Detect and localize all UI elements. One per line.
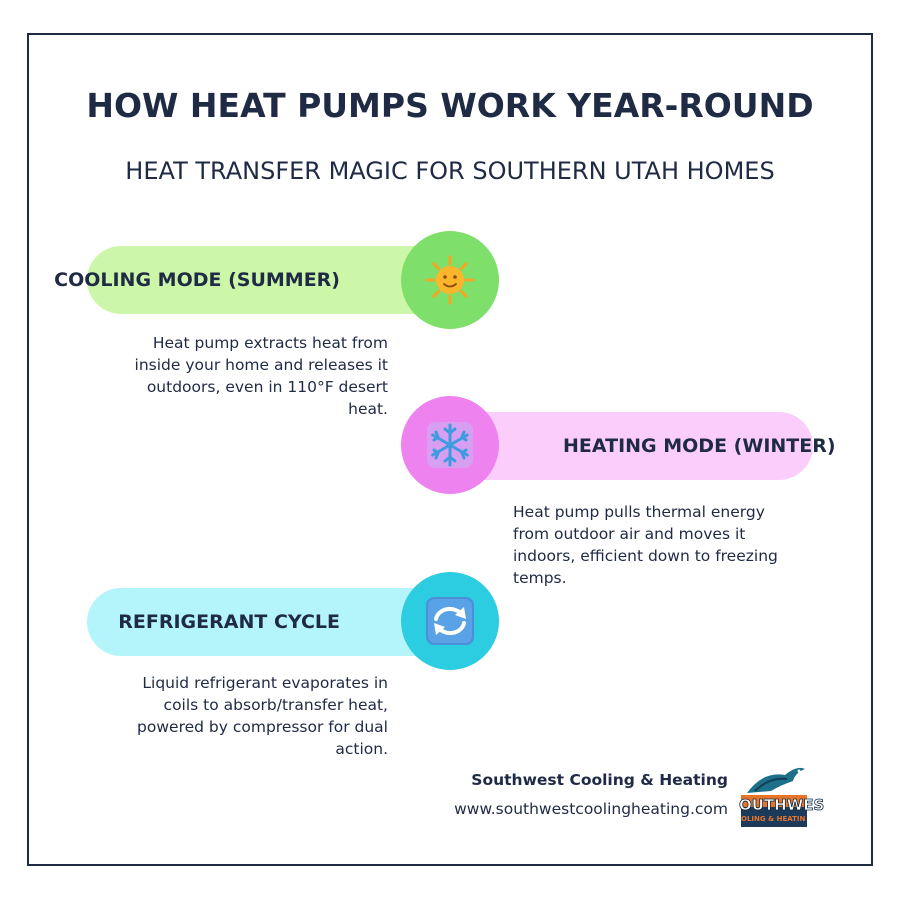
sun-icon	[425, 255, 475, 305]
cooling-mode-badge	[401, 231, 499, 329]
page-title: HOW HEAT PUMPS WORK YEAR-ROUND	[86, 86, 814, 125]
heating-mode-label: HEATING MODE (WINTER)	[563, 435, 836, 457]
company-website-link[interactable]: www.southwestcoolingheating.com	[454, 800, 728, 818]
logo-tagline: OLING & HEATIN	[741, 815, 806, 823]
company-logo	[739, 763, 825, 827]
snowflake-icon	[425, 420, 475, 470]
page-subtitle: HEAT TRANSFER MAGIC FOR SOUTHERN UTAH HOMES	[125, 157, 775, 185]
refrigerant-cycle-badge	[401, 572, 499, 670]
cooling-mode-banner	[54, 246, 452, 314]
logo-wordmark: OUTHWES	[739, 796, 825, 814]
cycle-arrows-icon	[424, 595, 476, 647]
heating-mode-badge	[401, 396, 499, 494]
heating-mode-description: Heat pump pulls thermal energy from outdoor air and moves it indoors, efficient down to freezing temps.	[513, 503, 778, 587]
refrigerant-cycle-banner	[87, 588, 452, 656]
cooling-mode-description: Heat pump extracts heat from inside your home and releases it outdoors, even in 110°F desert heat.	[134, 334, 388, 418]
cooling-mode-label: COOLING MODE (SUMMER)	[54, 269, 340, 291]
refrigerant-cycle-label: REFRIGERANT CYCLE	[118, 611, 340, 633]
refrigerant-cycle-description: Liquid refrigerant evaporates in coils to absorb/transfer heat, powered by compressor for dual action.	[137, 674, 388, 758]
heating-mode-banner	[448, 412, 836, 480]
company-name: Southwest Cooling & Heating	[471, 771, 728, 789]
